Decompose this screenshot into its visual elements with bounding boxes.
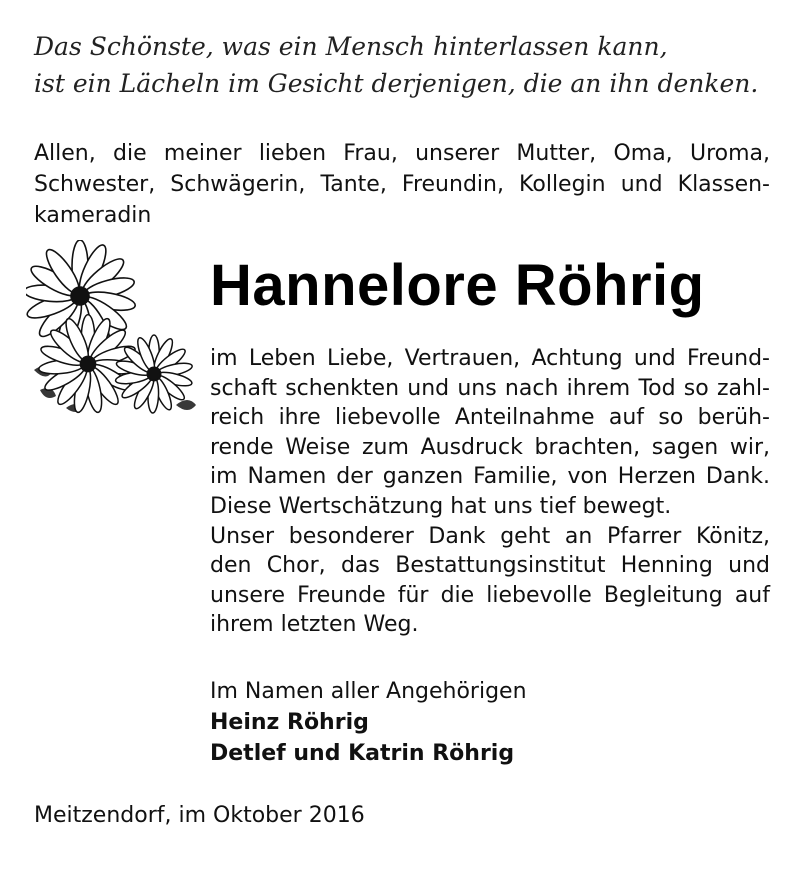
intro-line: kameradin [34, 203, 152, 228]
body-line: Unser besonderer Dank geht an Pfarrer Könitz, [210, 523, 770, 549]
deceased-name-heading: Hannelore Röhrig [210, 253, 705, 318]
body-line: rende Weise zum Ausdruck brachten, sagen wir, [210, 434, 770, 460]
intro-line: Allen, die meiner lieben Frau, unserer Mutter, Oma, Uroma, [34, 141, 770, 166]
signature-block [210, 676, 770, 769]
thank-you-paragraph [210, 344, 770, 640]
intro-paragraph [34, 138, 770, 231]
quote-line: Das Schönste, was ein Mensch hinterlassen kann, [34, 32, 668, 61]
memorial-quote [34, 28, 774, 102]
signatory-name: Heinz Röhrig [210, 710, 369, 735]
daisy-flowers-icon [26, 240, 206, 420]
signatory-name: Detlef und Katrin Röhrig [210, 741, 515, 766]
body-line: den Chor, das Bestattungsinstitut Henning und [210, 553, 770, 579]
place-and-date: Meitzendorf, im Oktober 2016 [34, 803, 365, 828]
intro-line: Schwester, Schwägerin, Tante, Freundin, Kollegin und Klassen- [34, 172, 770, 197]
body-line: Diese Wertschätzung hat uns tief bewegt. [210, 493, 672, 519]
body-line: ihrem letzten Weg. [210, 612, 419, 638]
body-line: im Namen der ganzen Familie, von Herzen Dank. [210, 464, 770, 490]
body-line: im Leben Liebe, Vertrauen, Achtung und Freund- [210, 346, 770, 371]
body-line: unsere Freunde für die liebevolle Begleitung auf [210, 582, 770, 608]
quote-line: ist ein Lächeln im Gesicht derjenigen, die an ihn denken. [34, 69, 759, 98]
body-line: reich ihre liebevolle Anteilnahme auf so berüh- [210, 405, 770, 431]
signature-intro: Im Namen aller Angehörigen [210, 679, 527, 704]
body-line: schaft schenkten und uns nach ihrem Tod so zahl- [210, 375, 770, 401]
